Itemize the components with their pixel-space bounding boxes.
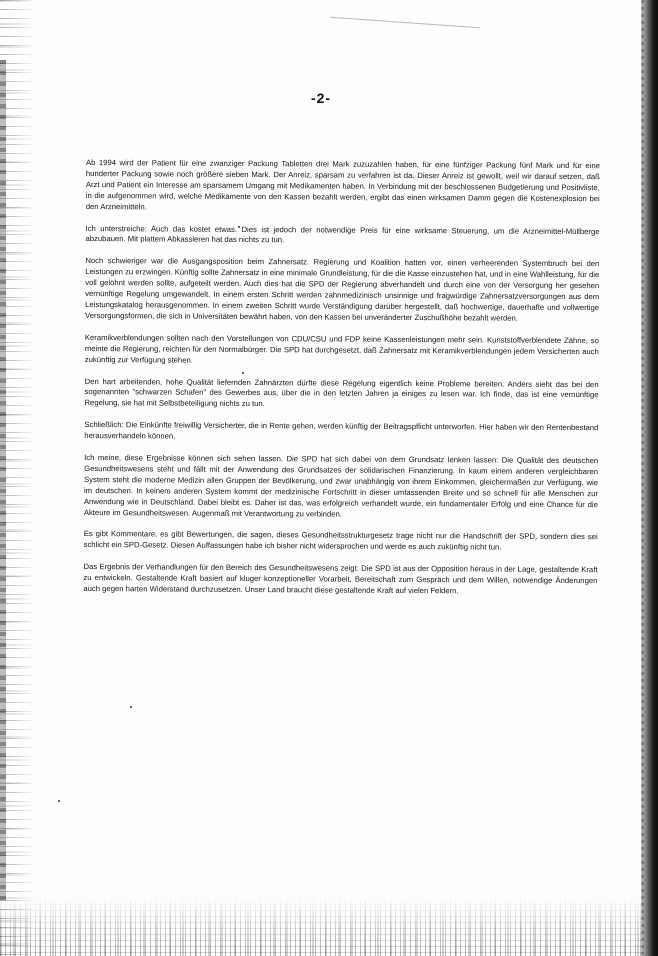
scan-mark-top [330,17,480,28]
scan-shadow-right-edge [642,0,658,956]
scan-fold-right [641,0,644,956]
paragraph-fazit: Das Ergebnis der Verhandlungen für den Bereich des Gesundheitswesens zeigt: Die SPD ist aus der Opposition heraus in der Lage, gestaltende Kraft zu entwickeln. Gestaltende Kraft basiert auf kluger konzeptioneller Vorarbeit, Bereitschaft zum Gespräch und dem Willen, notwendige Änderungen auch gegen harten Widerstand durchzusetzen. Unser Land braucht diese gestaltende Kraft auf vielen Feldern. [83,562,598,596]
paragraph-rentner: Schließlich: Die Einkünfte freiwillig Versicherter, die in Rente gehen, werden künftig der Beitragspflicht unterworfen. Hier haben wir den Rentenbestand herausverhandeln können. [84,420,599,441]
scan-speck [58,800,60,802]
document-body [83,158,600,609]
page-number: -2- [310,90,332,106]
paragraph-arzneimittel-zuzahlung: Ab 1994 wird der Patient für eine zwanziger Packung Tabletten drei Mark zuzuzahlen haben, für eine fünfziger Packung fünf Mark und für eine hunderter Packung sowie noch größere sieben Mark. Der Anreiz, sparsam zu verfahren ist da. Dieser Anreiz ist gewollt, weil wir darauf setzen, daß Arzt und Patient ein Interesse am sparsamem Umgang mit Medikamenten haben. In Verbindung mit der beschlossenen Budgetierung und Positivliste, in die aufgenommen wird, welche Medikamente von den Kassen bezahlt werden, ergibt das einen wirksamen Damm gegen die Kostenexplosion bei den Arzneimitteln. [85,158,600,211]
paragraph-kommentare: Es gibt Kommentare, es gibt Bewertungen, die sagen, dieses Gesundheitsstrukturgesetz trage nicht nur die Handschrift der SPD, sondern dies sei schlicht ein SPD-Gesetz. Diesen Auffassungen habe ich bisher nicht widersprochen und werde es auch zukünftig nicht tun. [83,529,598,552]
paragraph-ergebnisse: Ich meine, diese Ergebnisse können sich sehen lassen. Die SPD hat sich dabei von dem Grundsatz lenken lassen: Die Qualität des deutschen Gesundheitswesens steht und fällt mit der Anwendung des Grundsatzes der solidarischen Finanzierung. In kaum einem anderen vergleichbaren System steht die moderne Medizin allen Gruppen der Bevölkerung, und zwar unabhängig von ihrem Einkommen, gleichermaßen zur Verfügung, wie im deutschen. In keinem anderen System kommt der medizinische Fortschritt in dieser umfassenden Breite und so schnell für alle Menschen zur Anwendung wie in Deutschland. Dabei bleibt es. Daher ist das, was erfolgreich verhandelt wurde, ein fundamentaler Erfolg und eine Chance für die Akteure im Gesundheitswesen. Augenmaß mit Verantwortung zu verbinden. [83,453,599,519]
paragraph-zahnaerzte: Den hart arbeitenden, hohe Qualität liefernden Zahnärzten dürfte diese Regelung eigentlich keine Probleme bereiten. Anders sieht das bei den sogenannten "schwarzen Schafen" des Gewerbes aus, über die in den letzten Jahren ja einiges zu lesen war. Ich finde, das ist eine vernünftige Regelung, sie hat mit Selbstbeteiligung nichts zu tun. [84,376,599,409]
scan-noise-bottom-edge [0,898,642,956]
paragraph-zahnersatz: Noch schwieriger war die Ausgangsposition beim Zahnersatz. Regierung und Koalition hatten vor, einen verheerenden Systembruch bei den Leistungen zu erzwingen. Künftig sollte Zahnersatz in eine minimale Grundleistung, für die die Kasse einzustehen hat, und in eine Wahlleistung, für die voll gelöhnt werden sollte, aufgeteilt werden. Auch dies hat die SPD der Regierung abverhandelt und durch eine von der Versorgung her gesehen vernünftige Regelung umgewandelt. In einem ersten Schritt werden zahnmedizinisch unsinnige und fragwürdige Zahnersatzversorgungen aus dem Leistungskatalog herausgenommen. In einem zweiten Schritt wurde Verständigung darüber hergestellt, daß hochwertige, dauerhafte und vollwertige Versorgungsformen, die sich in Universitäten bewährt haben, von den Kassen bei unveränderter Zuschußhöhe bezahlt werden. [85,256,600,323]
scan-speck [130,706,132,708]
paragraph-steuerung: Ich unterstreiche: Auch das kostet etwas. Dies ist jedoch der notwendige Preis für eine wirksame Steuerung, um die Arzneimittel-Müllberge abzubauen. Mit plattem Abkassieren hat das nichts zu tun. [85,223,600,245]
paragraph-keramikverblendungen: Keramikverblendungen sollten nach den Vorstellungen von CDU/CSU und FDP keine Kassenleistungen mehr sein. Kunststoffverblendete Zähne, so meinte die Regierung, reichten für den Normalbürger. Die SPD hat durchgesetzt, daß Zahnersatz mit Keramikverblendungen jedem Versicherten auch zukünftig zur Verfügung stehen. [84,332,599,365]
scan-noise-left-margin [0,60,6,900]
